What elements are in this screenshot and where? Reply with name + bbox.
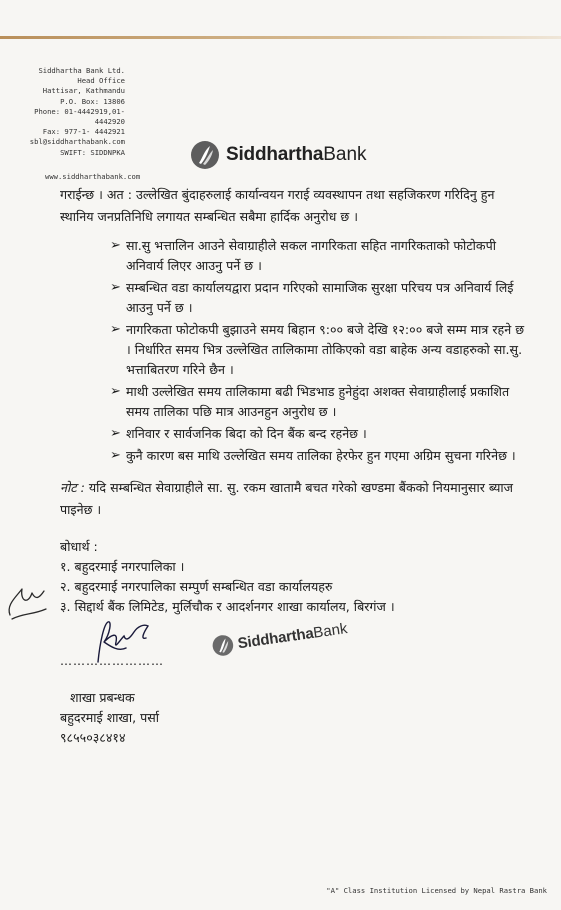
arrow-bullet-icon: ➢ [110,322,121,337]
list-item: ➢ शनिवार र सार्वजनिक बिदा को दिन बैंक बन्द रहनेछ । [110,424,530,444]
address-line: Head Office [77,76,125,86]
note-label: नोट : [60,480,85,495]
cc-item: १. बहुदरमाई नगरपालिका । [60,559,185,574]
list-item: ➢ नागरिकता फोटोकपी बुझाउने समय बिहान ९:०० बजे देखि १२:०० बजे सम्म मात्र रहने छ । निर्धारित समय भित्र उल्लेखित तालिकामा तोकिएको वडा बाहेक अन्य वडाहरुको सा.सु. भत्ताबितरण गरिने छैन । [110,322,525,377]
bank-stamp-logo [210,617,348,658]
bank-logo [190,140,367,170]
address-line: Hattisar, Kathmandu [42,86,125,96]
signatory-block [60,688,159,748]
signature-line: …………………… [60,654,164,668]
bank-wordmark: SiddharthaBank [236,619,349,652]
address-line: Fax: 977-1- 4442921 [42,127,125,137]
signatory-branch: बहुदरमाई शाखा, पर्सा [60,710,160,725]
license-footer: "A" Class Institution Licensed by Nepal Rastra Bank [326,886,547,895]
cc-item: २. बहुदरमाई नगरपालिका सम्पुर्ण सम्बन्धित वडा कार्यालयहरु [60,579,333,594]
letterhead-top-rule [0,36,561,39]
signatory-title: शाखा प्रबन्धक [70,690,135,705]
bank-wordmark: SiddharthaBank [226,144,367,165]
address-line: 4442920 [94,117,125,127]
address-line: SWIFT: SIDDNPKA [60,147,125,157]
intro-paragraph: गराईन्छ । अत : उल्लेखित बुंदाहरुलाई कार्यान्वयन गराई व्यवस्थापन तथा सहजिकरण गरिदिनु हुन स्थानिय जनप्रतिनिधि लगायत सम्बन्धित सबैमा हार्दिक अनुरोध छ । [60,187,495,224]
address-line: sbl@siddharthabank.com [29,137,125,147]
margin-initials-mark [2,575,52,625]
instruction-list [110,236,530,468]
letterhead-address [0,66,125,158]
arrow-bullet-icon: ➢ [110,426,121,441]
note-paragraph [60,477,530,521]
address-line: P.O. Box: 13806 [60,96,125,106]
siddhartha-logo-icon [190,140,220,170]
list-item: ➢ सा.सु भत्तालिन आउने सेवाग्राहीले सकल नागरिकता सहित नागरिकताको फोटोकपी अनिवार्य लिएर आउनु पर्ने छ । [110,238,497,273]
address-line: Siddhartha Bank Ltd. [38,66,125,75]
cc-heading: बोधार्थ : [60,539,98,554]
arrow-bullet-icon: ➢ [110,384,121,399]
note-text: यदि सम्बन्धित सेवाग्राहीले सा. सु. रकम खातामै बचत गरेको खण्डमा बैंकको नियमानुसार ब्याज पाइनेछ । [60,480,513,517]
cc-item: ३. सिद्दार्थ बैंक लिमिटेड, मुर्लिचौक र आदर्शनगर शाखा कार्यालय, बिरगंज । [60,599,395,614]
cc-section [60,537,530,617]
list-item: ➢ सम्बन्धित वडा कार्यालयद्वारा प्रदान गरिएको सामाजिक सुरक्षा परिचय पत्र अनिवार्य लिई आउनु पर्ने छ । [110,280,514,315]
bank-website: www.siddharthabank.com [45,172,141,181]
list-item: ➢ कुनै कारण बस माथि उल्लेखित समय तालिका हेरफेर हुन गएमा अग्रिम सुचना गरिनेछ । [110,446,530,466]
address-line: Phone: 01-4442919,01- [34,106,125,116]
siddhartha-logo-icon [210,633,235,658]
list-item: ➢ माथी उल्लेखित समय तालिकामा बढी भिडभाड हुनेहुंदा अशक्त सेवाग्राहीलाई प्रकाशित समय तालिका पछि मात्र आउनहुन अनुरोध छ । [110,384,510,419]
arrow-bullet-icon: ➢ [110,238,121,253]
signatory-phone: ९८५५०३८४१४ [60,730,126,745]
arrow-bullet-icon: ➢ [110,280,121,295]
arrow-bullet-icon: ➢ [110,448,121,463]
